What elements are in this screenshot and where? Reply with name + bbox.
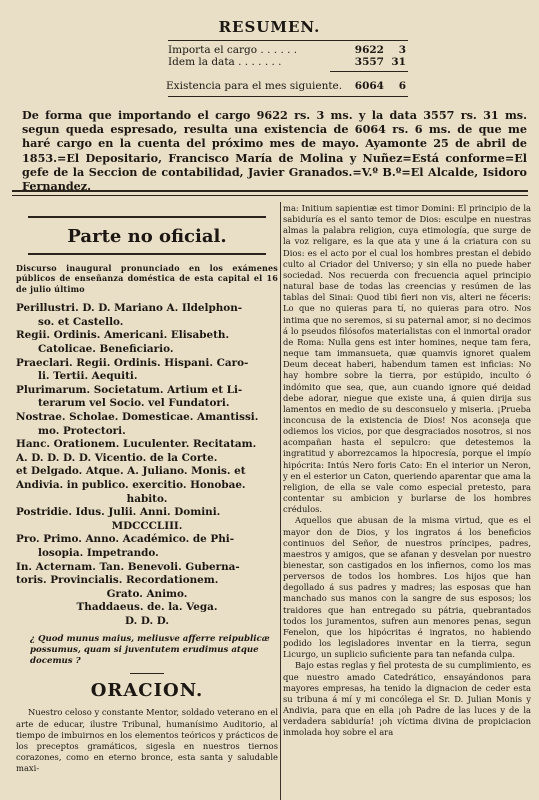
dedication-line: D. D. D. — [124, 614, 169, 627]
motto-rule — [130, 673, 164, 674]
latin-dedication — [16, 302, 278, 628]
dedication-line: et Delgado. Atque. A. Juliano. Monis. et — [16, 465, 246, 478]
dedication-line: Thaddaeus. de. la. Vega. — [76, 601, 218, 614]
ledger-sub: 31 — [391, 56, 406, 68]
dedication-line: so. et Castello. — [38, 315, 124, 328]
ledger-amount: 3557 — [354, 56, 384, 68]
existencia-row — [166, 80, 406, 92]
dedication-line: Praeclari. Regii. Ordinis. Hispani. Caro- — [16, 356, 249, 369]
dedication-line: Plurimarum. Societatum. Artium et Li- — [16, 383, 243, 396]
ledger-label: Importa el cargo . . . . . . — [168, 44, 298, 56]
resumen-ledger — [168, 44, 408, 68]
section-rule-bottom — [12, 195, 528, 196]
ledger-sub: 3 — [398, 44, 406, 56]
dedication-line: Grato. Animo. — [106, 587, 188, 600]
discurso-heading: Discurso inaugural pronunciado en los exámenes públicos de enseñanza doméstica de esta capital el 16 de julio último — [16, 263, 278, 294]
ledger-label: Idem la data . . . . . . . — [168, 56, 282, 68]
dedication-line: Postridie. Idus. Julii. Anni. Domini. — [16, 506, 221, 519]
existencia-sub: 6 — [398, 80, 406, 92]
dedication-line: terarum vel Socio. vel Fundatori. — [38, 397, 230, 410]
left-column — [16, 212, 278, 775]
right-paragraph: ma: Initium sapientiæ est timor Domini: El principio de la sabiduría es el santo temor de Dios: esculpe en nuestras almas la palabra religion, cuya etimología, que surge de la voz religare, es la que ata y une á la criatura con su Dios: es el acto por el cual los hombres prestan el debido culto al Criador del Universo; y sin ella no puede haber sociedad. Nos recuerda con frecuencia aquel principio natural base de todas las creencias y resúmen de las tablas del Sinai: Quod tibi fieri non vis, alteri ne féceris: Lo que no quieras para tí, no quieras para otro. Nos intima que no seremos, si su paternal amor, si no decimos á lo pseudos filósofos materialistas con el inmortal orador de Roma: Nulla gens est inter homines, neque tam fera, neque tam immansueta, quæ quamvis ignoret qualem Deum deceat haberi, habendum tamen est inficias: No hay hombre sobre la tierra, por estúpido, inculto ó indómito que sea, que, aun cuando ignore qué deidad debe adorar, niegue que existe una, á quien dirija sus lamentos en medio de su desconsuelo y miseria. ¡Prueba inconcusa de la existencia de Dios! Nos aconseja que odiemos los vicios, por que desgraciados nosotros, si nos acompañan hasta el sepulcro: que detestemos la ingratitud y aborrezcamos la hipocresía, porque el impío hipócrita: Intús Nero foris Cato: En el interior un Neron, y en el esterior un Caton, queriendo aparentar que ama la religion, de ella se vale como especial pretesto, para contentar su ambicion y burlarse de los hombres crédulos. — [283, 203, 531, 515]
summary-paragraph: De forma que importando el cargo 9622 rs. 3 ms. y la data 3557 rs. 31 ms. segun queda espresado, resulta una existencia de 6064 rs. 6 ms. de que me haré cargo en la cuenta del próximo mes de mayo. Ayamonte 25 de abril de 1853.=El Depositario, Francisco María de Molina y Nuñez=Está conforme=El gefe de la Seccion de contabilidad, Javier Granados.=V.º B.º=El Alcalde, Isidoro Fernandez. — [22, 108, 527, 194]
dedication-line: Nostrae. Scholae. Domesticae. Amantissi. — [16, 410, 259, 423]
oracion-heading: ORACION. — [90, 680, 204, 702]
resumen-title: RESUMEN. — [218, 18, 321, 36]
right-column — [283, 203, 531, 739]
dedication-line: Andivia. in publico. exercitio. Honobae. — [16, 478, 246, 491]
ledger-row-cargo — [168, 44, 408, 56]
dedication-line: Catolicae. Beneficiario. — [38, 343, 174, 355]
dedication-line: In. Acternam. Tan. Benevoli. Guberna- — [16, 560, 240, 573]
dedication-line: A. D. D. D. D. Vicentio. de la Corte. — [16, 451, 218, 464]
ledger-sum-rule — [330, 71, 408, 72]
resumen-bottom-rule — [168, 96, 408, 97]
existencia-label: Existencia para el mes siguiente. — [166, 80, 343, 92]
existencia-amount: 6064 — [354, 80, 384, 92]
dedication-line: li. Tertii. Aequiti. — [38, 370, 138, 383]
dedication-line: Perillustri. D. D. Mariano A. Ildelphon- — [16, 302, 243, 315]
dedication-line: MDCCCLIII. — [111, 519, 183, 532]
resumen-top-rule — [168, 40, 408, 41]
ledger-row-data — [168, 56, 408, 68]
dedication-line: toris. Provincialis. Recordationem. — [16, 574, 219, 587]
right-paragraph: Bajo estas reglas y fiel protesta de su cumplimiento, es que nuestro amado Catedrático, ensayándonos para mayores empresas, ha tenido la dignacion de ceder esta su tribuna á mí y mi concólega el Sr. D. Julian Monis y Andivia, para que en ella ¡oh Padre de las luces y de la verdadera sabiduría! ¡oh víctima divina de propiciacion inmolada hoy sobre el ara — [283, 660, 531, 738]
parte-no-oficial-heading: Parte no oficial. — [28, 216, 266, 255]
dedication-line: Pro. Primo. Anno. Académico. de Phi- — [16, 533, 235, 546]
ledger-amount: 9622 — [354, 44, 384, 56]
section-rule-top — [12, 190, 528, 192]
dedication-line: Regii. Ordinis. Americani. Elisabeth. — [16, 329, 230, 342]
latin-motto: ¿ Quod munus maius, meliusve afferre reipublicæ possumus, quam si juventutem erudimus atque docemus ? — [30, 634, 270, 667]
dedication-line: mo. Protectori. — [38, 424, 126, 437]
dedication-line: Hanc. Orationem. Luculenter. Recitatam. — [16, 438, 257, 451]
right-paragraph: Aquellos que abusan de la misma virtud, que es el mayor don de Dios, y los ingratos á los beneficios continuos del Señor, de nuestros príncipes, padres, maestros y amigos, que se afanan y desvelan por nuestro bienestar, son castigados en los infiernos, como los mas perversos de todos los hombres. Los hijos que han degollado á sus padres y madres; las esposas que han manchado sus manos con la sangre de sus esposos; los traidores que han entregado su pátria, quebrantados todos los juramentos, sufren aun menores penas, segun Fenelon, que los hipócritas é ingratos, no habiendo podido los legisladores inventar en la tierra, segun Licurgo, un suplicio suficiente para tan nefanda culpa. — [283, 515, 531, 660]
oracion-body: Nuestro celoso y constante Mentor, soldado veterano en el arte de educar, ilustre Tribunal, humanísimo Auditorio, al tiempo de imbuirnos en los elementos teóricos y prácticos de los preceptos gramáticos, sigesla en nuestros tiernos corazones, como en eterno bronce, esta santa y saludable maxi- — [16, 707, 278, 774]
dedication-line: habito. — [126, 492, 168, 505]
dedication-line: losopia. Impetrando. — [38, 546, 159, 559]
column-divider — [280, 202, 281, 800]
